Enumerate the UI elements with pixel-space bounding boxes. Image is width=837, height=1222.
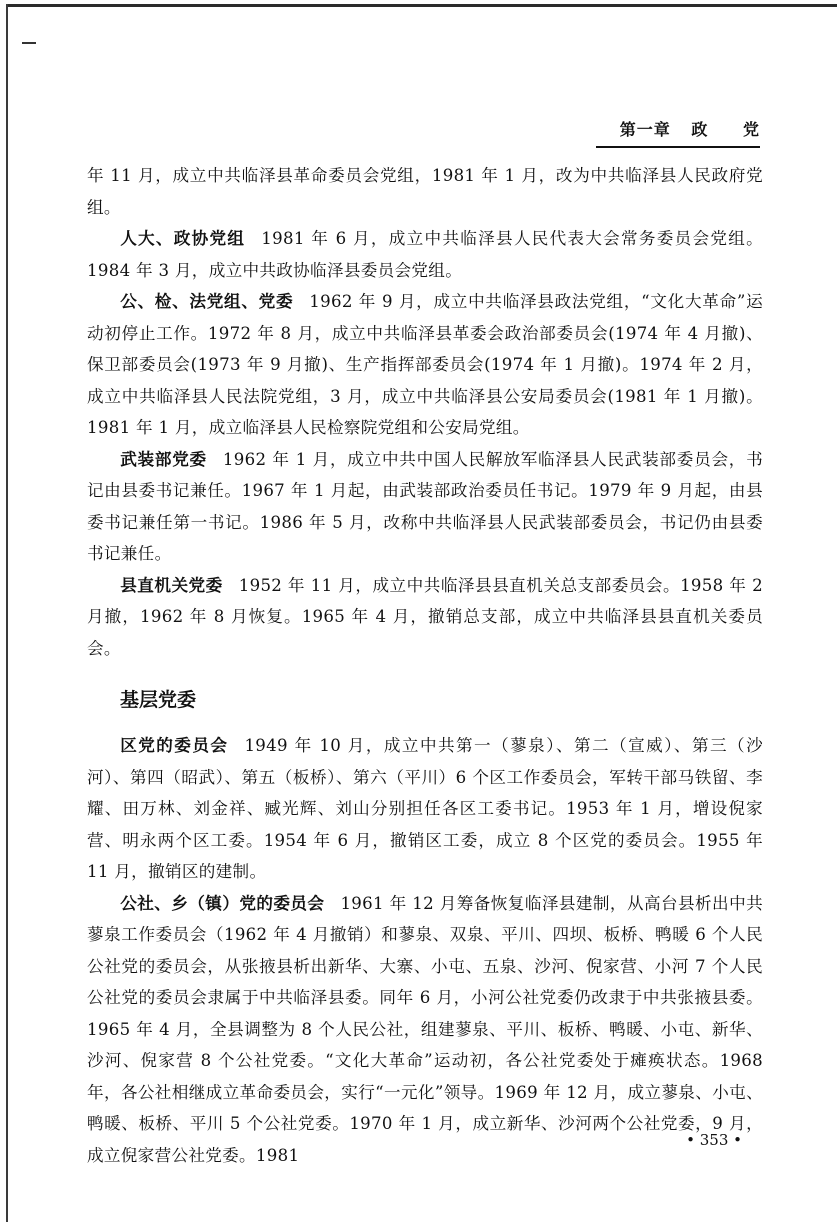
margin-mark — [22, 42, 36, 44]
page-body — [87, 160, 763, 1171]
paragraph-body: 1949 年 10 月，成立中共第一（蓼泉）、第二（宣威）、第三（沙河）、第四（昭武）、第五（板桥）、第六（平川）6 个区工作委员会，军转干部马铁留、李耀、田万林、刘金祥、臧光辉、刘山分别担任各区工委书记。1953 年 1 月，增设倪家营、明永两个区工委。1954 年 6 月，撤销区工委，成立 8 个区党的委员会。1955 年 11 月，撤销区的建制。 — [87, 736, 763, 881]
paragraph-lead: 人大、政协党组 — [120, 229, 246, 248]
paragraph-lead: 公、检、法党组、党委 — [120, 292, 294, 311]
chapter-title-1: 政 — [691, 120, 709, 139]
paragraph-body: 1952 年 11 月，成立中共临泽县县直机关总支部委员会。1958 年 2 月撤，1962 年 8 月恢复。1965 年 4 月，撤销总支部，成立中共临泽县县直机关委员会。 — [87, 575, 763, 658]
paragraph-body: 1962 年 9 月，成立中共临泽县政法党组，“文化大革命”运动初停止工作。1972 年 8 月，成立中共临泽县革委会政治部委员会(1974 年 4 月撤)、保卫部委员会(1973 年 9 月撤)、生产指挥部委员会(1974 年 1 月撤)。1974 年 2 月，成立中共临泽县人民法院党组，3 月，成立中共临泽县公安局委员会(1981 年 1 月撤)。1981 年 1 月，成立临泽县人民检察院党组和公安局党组。 — [87, 292, 763, 437]
page-number: • 353 • — [686, 1131, 742, 1149]
paragraph-armed-forces — [87, 444, 763, 570]
paragraph-lead: 县直机关党委 — [120, 575, 223, 595]
paragraph-district — [87, 730, 763, 888]
page-border-top — [8, 4, 837, 7]
paragraph-lead: 公社、乡（镇）党的委员会 — [120, 893, 325, 913]
running-header — [596, 118, 760, 148]
chapter-title-2: 党 — [742, 120, 760, 139]
paragraph-npc-cppcc — [87, 223, 763, 286]
paragraph-legal — [87, 286, 763, 444]
paragraph-lead: 武装部党委 — [120, 449, 207, 469]
page-border-left — [6, 4, 8, 1222]
paragraph-body: 1981 年 6 月，成立中共临泽县人民代表大会常务委员会党组。1984 年 3 月，成立中共政协临泽县委员会党组。 — [87, 229, 763, 280]
section-heading: 基层党委 — [120, 689, 197, 711]
paragraph-continuation: 年 11 月，成立中共临泽县革命委员会党组，1981 年 1 月，改为中共临泽县人民政府党组。 — [87, 166, 763, 217]
paragraph-commune — [87, 888, 763, 1172]
paragraph-lead: 区党的委员会 — [120, 736, 229, 755]
paragraph-county-organs — [87, 570, 763, 665]
paragraph-body: 1962 年 1 月，成立中共中国人民解放军临泽县人民武装部委员会，书记由县委书记兼任。1967 年 1 月起，由武装部政治委员任书记。1979 年 9 月起，由县委书记兼任第一书记。1986 年 5 月，改称中共临泽县人民武装部委员会，书记仍由县委书记兼任。 — [87, 449, 764, 563]
paragraph-body: 1961 年 12 月筹备恢复临泽县建制，从高台县析出中共蓼泉工作委员会（1962 年 4 月撤销）和蓼泉、双泉、平川、四坝、板桥、鸭暖 6 个人民公社党的委员会，从张掖县析出新华、大寨、小屯、五泉、沙河、倪家营、小河 7 个人民公社党的委员会隶属于中共临泽县委。同年 6 月，小河公社党委仍改隶于中共张掖县委。1965 年 4 月，全县调整为 8 个人民公社，组建蓼泉、平川、板桥、鸭暖、小屯、新华、沙河、倪家营 8 个公社党委。“文化大革命”运动初，各公社党委处于瘫痪状态。1968 年，各公社相继成立革命委员会，实行“一元化”领导。1969 年 12 月，成立蓼泉、小屯、鸭暖、板桥、平川 5 个公社党委。1970 年 1 月，成立新华、沙河两个公社党委，9 月，成立倪家营公社党委。1981 — [87, 893, 763, 1165]
chapter-label: 第一章 — [619, 120, 671, 139]
